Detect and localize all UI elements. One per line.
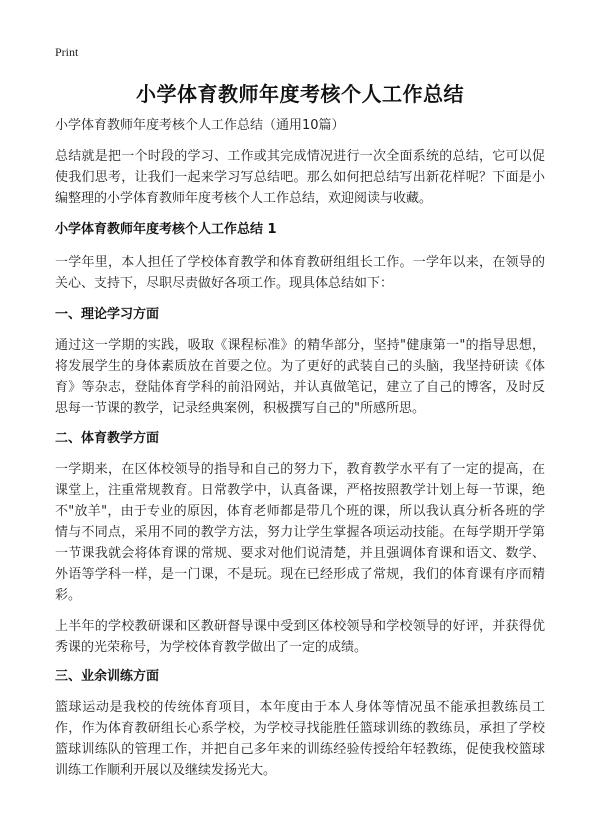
amateur-training-paragraph: 篮球运动是我校的传统体育项目，本年度由于本人身体等情况虽不能承担教练员工作，作为体育教研组长心系学校，为学校寻找能胜任篮球训练的教练员，承担了学校篮球训练队的管理工作，并把自己多年来的训练经验传授给年轻教练，促使我校篮球训练工作顺利开展以及继续发扬光大。 (55, 700, 545, 778)
overview-paragraph: 一学年里，本人担任了学校体育教学和体育教研组组长工作。一学年以来，在领导的关心、支持下，尽职尽责做好各项工作。现具体总结如下： (55, 255, 545, 291)
pe-teaching-paragraph: 一学期来，在区体校领导的指导和自己的努力下，教育教学水平有了一定的提高，在课堂上，注重常规教育。日常教学中，认真备课，严格按照教学计划上每一节课，绝不"放羊"，由于专业的原因，体育老师都是带几个班的课，所以我认真分析各班的学情与不同点，采用不同的教学方法，努力让学生掌握各项运动技能。在每学期开学第一节课我就会将体育课的常规、要求对他们说清楚，并且强调体育课和语文、数学、外语等学科一样，是一门课，不是玩。现在已经形成了常规，我们的体育课有序而精彩。 (55, 462, 545, 603)
article-subtitle: 小学体育教师年度考核个人工作总结（通用10篇） (55, 118, 345, 133)
heading-amateur-training: 三、业余训练方面 (55, 669, 160, 684)
heading-pe-teaching: 二、体育教学方面 (55, 431, 160, 446)
page-title: 小学体育教师年度考核个人工作总结 (136, 82, 464, 106)
print-link[interactable]: Print (55, 45, 79, 59)
article-body (55, 115, 545, 795)
evaluation-paragraph: 上半年的学校教研课和区教研督导课中受到区体校领导和学校领导的好评，并获得优秀课的光荣称号，为学校体育教学做出了一定的成绩。 (55, 619, 545, 655)
intro-paragraph: 总结就是把一个时段的学习、工作或其完成情况进行一次全面系统的总结，它可以促使我们思考，让我们一起来学习写总结吧。那么如何把总结写出新花样呢？下面是小编整理的小学体育教师年度考核个人工作总结，欢迎阅读与收藏。 (55, 149, 545, 206)
section-title: 小学体育教师年度考核个人工作总结 1 (55, 222, 277, 237)
theory-study-paragraph: 通过这一学期的实践，吸取《课程标准》的精华部分，坚持"健康第一"的指导思想，将发展学生的身体素质放在首要之位。为了更好的武装自己的头脑，我坚持研读《体育》等杂志，登陆体育学科的前沿网站，并认真做笔记，建立了自己的博客，及时反思每一节课的教学，记录经典案例，积极撰写自己的"所感所思。 (55, 338, 545, 416)
heading-theory-study: 一、理论学习方面 (55, 307, 160, 322)
